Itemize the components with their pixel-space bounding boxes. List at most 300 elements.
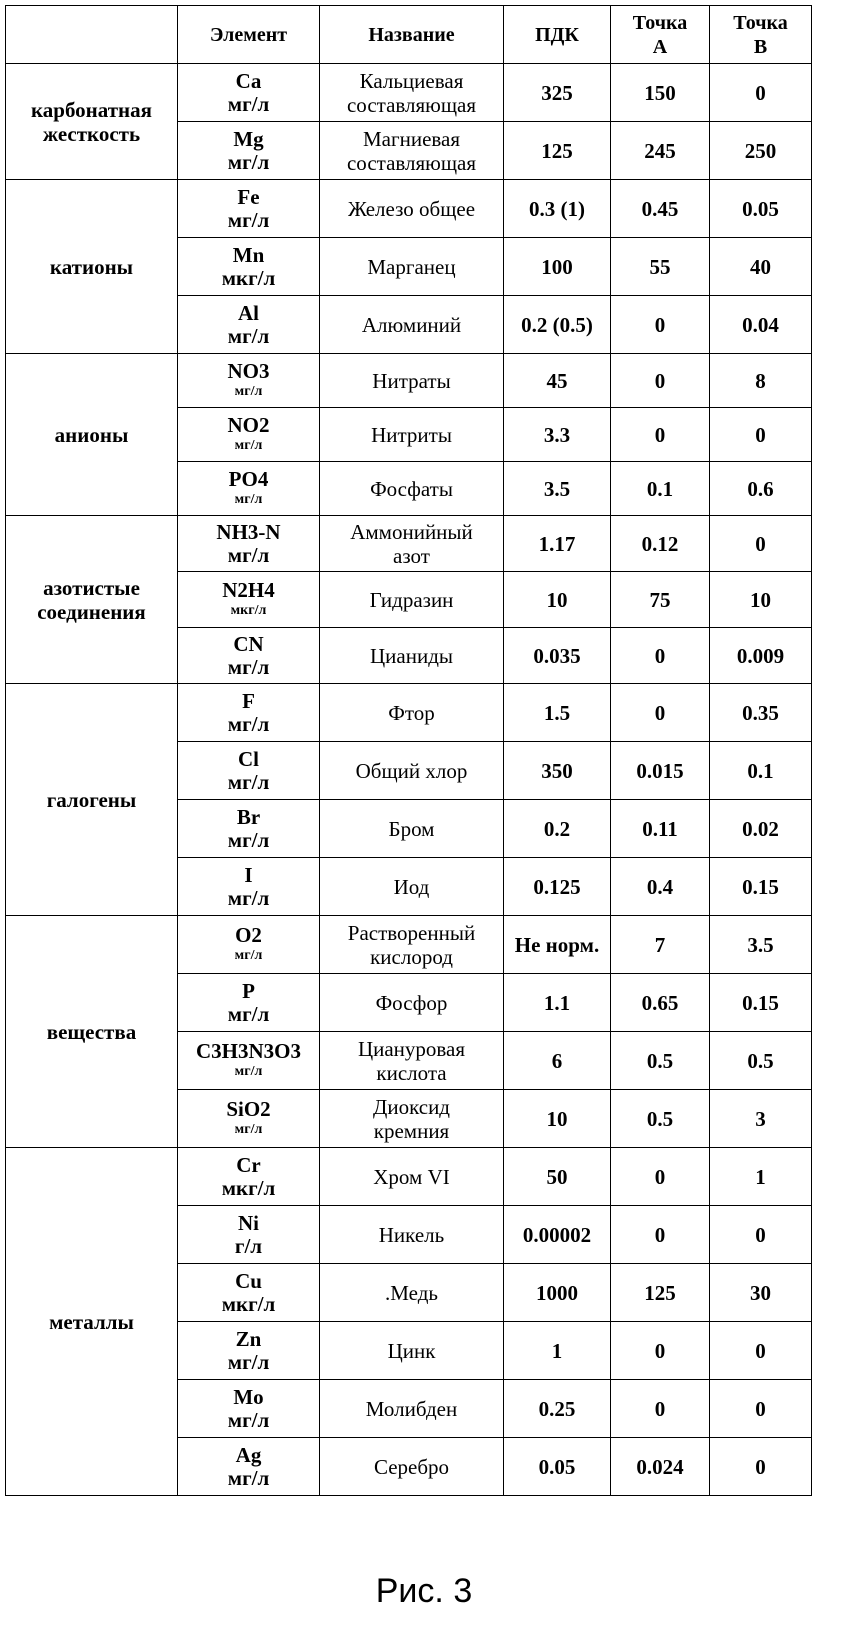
element-symbol: Ag (235, 1442, 262, 1467)
point-b-value (710, 742, 812, 800)
element-cell (178, 516, 320, 572)
point-b-value-text: 40 (750, 254, 771, 279)
point-a-value (611, 122, 710, 180)
element-symbol: Mo (233, 1384, 264, 1409)
element-cell (178, 1438, 320, 1496)
element-symbol: CN (233, 631, 264, 656)
element-symbol: Mg (233, 126, 264, 151)
substance-name (320, 1032, 504, 1090)
point-b-value-text: 0.009 (736, 643, 785, 668)
substance-name (320, 916, 504, 974)
point-b-value-text: 3.5 (747, 932, 774, 957)
element-unit: мг/л (227, 711, 270, 736)
point-a-value (611, 800, 710, 858)
point-b-value-text: 0.05 (742, 196, 779, 221)
pdk-value (504, 1322, 611, 1380)
point-a-value-text: 0 (654, 1338, 666, 1363)
element-unit: мкг/л (221, 265, 276, 290)
point-a-value-text: 0 (654, 422, 666, 447)
point-a-value (611, 572, 710, 628)
element-symbol: PO4 (228, 467, 269, 491)
point-a-value-text: 0.024 (636, 1454, 684, 1479)
element-unit: мг/л (227, 1349, 270, 1374)
substance-name-text: Нитраты (372, 368, 451, 393)
pdk-value-text: 3.3 (543, 422, 571, 447)
group-label: катионы (6, 180, 178, 354)
group-label: галогены (6, 684, 178, 916)
element-unit: мг/л (227, 207, 270, 232)
table-body (6, 64, 812, 1496)
element-unit: мг/л (234, 1122, 263, 1137)
element-symbol: P (242, 978, 255, 1003)
point-a-value (611, 1206, 710, 1264)
element-symbol: NO3 (227, 359, 270, 383)
element-cell (178, 858, 320, 916)
water-quality-table (5, 5, 812, 1496)
element-cell (178, 1148, 320, 1206)
point-a-value-text: 0.11 (642, 816, 678, 841)
element-cell (178, 408, 320, 462)
element-cell (178, 354, 320, 408)
substance-name-text: Серебро (373, 1454, 450, 1479)
group-label: азотистые соединения (6, 516, 178, 684)
element-cell (178, 1206, 320, 1264)
substance-name (320, 742, 504, 800)
element-symbol: Ca (235, 68, 262, 93)
table-row (6, 64, 812, 122)
element-symbol: F (242, 688, 255, 713)
substance-name (320, 354, 504, 408)
table-header (6, 6, 812, 64)
element-cell (178, 1032, 320, 1090)
pdk-value (504, 572, 611, 628)
substance-name (320, 408, 504, 462)
element-unit: мг/л (227, 885, 270, 910)
substance-name (320, 1264, 504, 1322)
point-a-value (611, 1090, 710, 1148)
substance-name-text: Хром VI (373, 1164, 450, 1189)
element-unit: мкг/л (221, 1291, 276, 1316)
header-name: Название (320, 6, 504, 64)
figure-caption: Рис. 3 (375, 1572, 473, 1610)
pdk-value-text: 3.5 (543, 476, 571, 501)
element-unit: мг/л (227, 542, 270, 567)
group-label: вещества (6, 916, 178, 1148)
element-unit: мг/л (234, 1064, 263, 1079)
substance-name (320, 684, 504, 742)
pdk-value-text: 0.00002 (522, 1222, 592, 1247)
pdk-value (504, 628, 611, 684)
table-row (6, 354, 812, 408)
element-symbol: C3H3N3O3 (196, 1039, 301, 1063)
point-b-value (710, 1438, 812, 1496)
pdk-value-text: 0.2 (0.5) (521, 312, 593, 337)
point-b-value-text: 0.15 (742, 874, 779, 899)
pdk-value (504, 1148, 611, 1206)
element-symbol: Br (236, 804, 261, 829)
element-unit: мг/л (227, 769, 270, 794)
point-b-value (710, 1148, 812, 1206)
point-a-value-text: 0.1 (646, 476, 674, 501)
pdk-value-text: 1.5 (543, 700, 571, 725)
element-symbol: I (244, 862, 253, 887)
substance-name (320, 974, 504, 1032)
point-b-value-text: 0 (755, 1222, 766, 1247)
point-a-value-text: 0 (654, 1396, 666, 1421)
point-a-value (611, 858, 710, 916)
point-a-value-text: 0 (654, 368, 666, 393)
point-b-value (710, 858, 812, 916)
substance-name-text: Иод (393, 874, 430, 899)
substance-name (320, 1090, 504, 1148)
point-b-value-text: 0.15 (742, 990, 779, 1015)
element-unit: мг/л (234, 948, 263, 963)
pdk-value (504, 974, 611, 1032)
element-unit: мг/л (234, 438, 263, 453)
point-b-value (710, 1380, 812, 1438)
pdk-value-text: 6 (551, 1048, 563, 1073)
header-pdk: ПДК (504, 6, 611, 64)
pdk-value-text: 0.3 (1) (529, 196, 585, 221)
point-b-value-text: 0 (755, 531, 766, 556)
element-unit: мг/л (227, 91, 270, 116)
substance-name-text: Растворенный кислород (347, 920, 476, 969)
point-a-value-text: 0 (654, 1222, 666, 1247)
pdk-value-text: 0.2 (543, 816, 571, 841)
point-a-value (611, 64, 710, 122)
pdk-value-text: 125 (541, 138, 573, 163)
point-b-value-text: 0 (755, 422, 766, 447)
substance-name (320, 516, 504, 572)
pdk-value (504, 296, 611, 354)
point-a-value-text: 0.5 (646, 1106, 674, 1131)
point-b-value-text: 0 (755, 1396, 766, 1421)
point-a-value (611, 516, 710, 572)
pdk-value-text: 1 (551, 1338, 563, 1363)
pdk-value-text: 1000 (536, 1280, 578, 1305)
element-cell (178, 628, 320, 684)
element-unit: мг/л (234, 492, 263, 507)
point-a-value-text: 0 (654, 700, 666, 725)
point-b-value (710, 974, 812, 1032)
point-b-value (710, 462, 812, 516)
pdk-value (504, 1090, 611, 1148)
element-cell (178, 296, 320, 354)
point-a-value (611, 1032, 710, 1090)
header-point-a-label: Точка А (632, 11, 688, 58)
element-cell (178, 742, 320, 800)
point-a-value-text: 0 (654, 312, 666, 337)
substance-name-text: Цинк (387, 1338, 436, 1363)
point-a-value-text: 75 (649, 587, 671, 612)
substance-name (320, 572, 504, 628)
element-unit: мг/л (227, 1465, 270, 1490)
substance-name (320, 64, 504, 122)
element-symbol: Fe (237, 184, 260, 209)
element-symbol: Ni (238, 1210, 259, 1235)
substance-name-text: Алюминий (361, 312, 462, 337)
point-a-value-text: 125 (644, 1280, 676, 1305)
substance-name-text: .Медь (385, 1280, 438, 1305)
table-row (6, 684, 812, 742)
pdk-value (504, 516, 611, 572)
pdk-value-text: 0.125 (533, 874, 581, 899)
header-element: Элемент (178, 6, 320, 64)
point-a-value-text: 0 (654, 643, 666, 668)
substance-name (320, 296, 504, 354)
substance-name-text: Аммонийный азот (350, 519, 473, 568)
pdk-value (504, 742, 611, 800)
substance-name (320, 1438, 504, 1496)
element-symbol: NH3-N (216, 519, 281, 544)
element-symbol: NO2 (227, 413, 270, 437)
element-cell (178, 462, 320, 516)
point-a-value-text: 0.4 (646, 874, 674, 899)
element-unit: г/л (234, 1233, 263, 1258)
point-a-value (611, 628, 710, 684)
point-b-value-text: 0.04 (742, 312, 779, 337)
point-b-value (710, 628, 812, 684)
substance-name-text: Магниевая составляющая (346, 126, 477, 175)
element-unit: мг/л (227, 827, 270, 852)
element-unit: мг/л (227, 1407, 270, 1432)
group-label: карбонатная жесткость (6, 64, 178, 180)
element-symbol: Zn (235, 1326, 262, 1351)
substance-name (320, 238, 504, 296)
substance-name-text: Фтор (388, 700, 435, 725)
substance-name-text: Диоксид кремния (373, 1094, 450, 1143)
element-cell (178, 64, 320, 122)
pdk-value-text: 10 (546, 1106, 568, 1131)
point-a-value (611, 684, 710, 742)
point-b-value (710, 122, 812, 180)
substance-name (320, 628, 504, 684)
pdk-value-text: 0.035 (533, 643, 581, 668)
point-a-value-text: 0.5 (646, 1048, 674, 1073)
substance-name (320, 800, 504, 858)
pdk-value (504, 1438, 611, 1496)
element-unit: мг/л (227, 1001, 270, 1026)
point-a-value (611, 408, 710, 462)
element-cell (178, 916, 320, 974)
pdk-value-text: 325 (541, 80, 573, 105)
point-a-value (611, 1380, 710, 1438)
pdk-value-text: 45 (546, 368, 568, 393)
pdk-value (504, 1264, 611, 1322)
point-a-value (611, 1148, 710, 1206)
pdk-value-text: 0.25 (538, 1396, 576, 1421)
pdk-value (504, 408, 611, 462)
point-b-value-text: 0 (755, 80, 766, 105)
figure (5, 5, 811, 1496)
pdk-value-text: 1.17 (538, 531, 576, 556)
substance-name-text: Марганец (367, 254, 456, 279)
point-b-value (710, 408, 812, 462)
pdk-value (504, 64, 611, 122)
pdk-value-text: 0.05 (538, 1454, 576, 1479)
point-b-value (710, 800, 812, 858)
point-a-value-text: 55 (649, 254, 671, 279)
pdk-value-text: 10 (546, 587, 568, 612)
point-b-value (710, 64, 812, 122)
element-symbol: SiO2 (226, 1097, 271, 1121)
point-a-value (611, 238, 710, 296)
header-point-a (611, 6, 710, 64)
point-a-value-text: 0.12 (641, 531, 679, 556)
point-b-value-text: 10 (750, 587, 771, 612)
header-point-b-label: Точка В (733, 11, 788, 58)
element-cell (178, 800, 320, 858)
table-row (6, 180, 812, 238)
substance-name-text: Молибден (365, 1396, 458, 1421)
pdk-value-text: Не норм. (514, 932, 600, 957)
point-b-value (710, 1032, 812, 1090)
element-cell (178, 1380, 320, 1438)
substance-name-text: Гидразин (369, 587, 454, 612)
element-unit: мг/л (227, 654, 270, 679)
point-a-value-text: 245 (644, 138, 676, 163)
element-cell (178, 684, 320, 742)
point-b-value (710, 180, 812, 238)
pdk-value (504, 1032, 611, 1090)
substance-name-text: Железо общее (347, 196, 476, 221)
point-b-value (710, 1264, 812, 1322)
point-b-value-text: 250 (744, 138, 777, 163)
pdk-value-text: 350 (541, 758, 573, 783)
pdk-value (504, 916, 611, 974)
point-a-value-text: 0 (654, 1164, 666, 1189)
element-unit: мг/л (227, 323, 270, 348)
element-cell (178, 1264, 320, 1322)
point-a-value (611, 462, 710, 516)
pdk-value (504, 462, 611, 516)
header-point-b (710, 6, 812, 64)
pdk-value (504, 122, 611, 180)
element-symbol: Cl (238, 746, 259, 771)
point-a-value (611, 742, 710, 800)
substance-name (320, 858, 504, 916)
element-cell (178, 1322, 320, 1380)
point-a-value (611, 1438, 710, 1496)
pdk-value (504, 684, 611, 742)
element-cell (178, 238, 320, 296)
point-a-value (611, 180, 710, 238)
point-b-value-text: 0.5 (747, 1048, 774, 1073)
point-b-value (710, 354, 812, 408)
substance-name-text: Циануровая кислота (357, 1036, 466, 1085)
pdk-value (504, 858, 611, 916)
point-b-value-text: 0.02 (742, 816, 779, 841)
element-symbol: Al (238, 300, 259, 325)
pdk-value (504, 1206, 611, 1264)
pdk-value-text: 100 (541, 254, 573, 279)
pdk-value (504, 354, 611, 408)
substance-name (320, 1206, 504, 1264)
point-b-value (710, 684, 812, 742)
element-unit: мкг/л (221, 1175, 276, 1200)
pdk-value-text: 50 (546, 1164, 568, 1189)
element-cell (178, 122, 320, 180)
pdk-value (504, 180, 611, 238)
substance-name (320, 462, 504, 516)
substance-name (320, 122, 504, 180)
pdk-value (504, 800, 611, 858)
point-b-value (710, 572, 812, 628)
group-label: анионы (6, 354, 178, 516)
point-b-value (710, 916, 812, 974)
point-a-value (611, 1322, 710, 1380)
point-b-value-text: 0 (755, 1338, 766, 1363)
pdk-value (504, 1380, 611, 1438)
point-b-value-text: 0 (755, 1454, 766, 1479)
point-b-value-text: 30 (750, 1280, 771, 1305)
point-a-value (611, 354, 710, 408)
substance-name-text: Общий хлор (355, 758, 468, 783)
element-cell (178, 180, 320, 238)
element-unit: мг/л (227, 149, 270, 174)
element-unit: мг/л (234, 384, 263, 399)
pdk-value-text: 1.1 (543, 990, 571, 1015)
group-label: металлы (6, 1148, 178, 1496)
point-a-value-text: 0.65 (641, 990, 679, 1015)
point-b-value-text: 0.6 (747, 476, 774, 501)
point-b-value (710, 1090, 812, 1148)
element-unit: мкг/л (230, 603, 267, 618)
element-symbol: Cr (236, 1152, 261, 1177)
point-b-value-text: 8 (755, 368, 766, 393)
substance-name-text: Цианиды (370, 643, 453, 668)
point-b-value (710, 1322, 812, 1380)
element-cell (178, 1090, 320, 1148)
substance-name-text: Фосфаты (370, 476, 453, 501)
substance-name-text: Никель (378, 1222, 445, 1247)
element-symbol: Mn (232, 242, 265, 267)
table-row (6, 916, 812, 974)
header-group (6, 6, 178, 64)
table-row (6, 1148, 812, 1206)
point-a-value-text: 150 (644, 80, 676, 105)
element-cell (178, 974, 320, 1032)
point-a-value (611, 296, 710, 354)
pdk-value (504, 238, 611, 296)
point-b-value-text: 3 (755, 1106, 766, 1131)
element-symbol: O2 (235, 923, 262, 947)
substance-name (320, 1148, 504, 1206)
substance-name-text: Кальциевая составляющая (346, 68, 477, 117)
point-b-value (710, 238, 812, 296)
point-a-value-text: 0.45 (641, 196, 679, 221)
substance-name (320, 1380, 504, 1438)
point-a-value (611, 916, 710, 974)
point-a-value (611, 1264, 710, 1322)
point-b-value (710, 516, 812, 572)
table-row (6, 516, 812, 572)
point-b-value-text: 0.1 (747, 758, 774, 783)
point-b-value (710, 296, 812, 354)
element-cell (178, 572, 320, 628)
point-b-value-text: 0.35 (742, 700, 779, 725)
point-a-value-text: 7 (654, 932, 666, 957)
substance-name-text: Бром (388, 816, 435, 841)
substance-name (320, 180, 504, 238)
point-b-value (710, 1206, 812, 1264)
substance-name-text: Фосфор (375, 990, 448, 1015)
element-symbol: Cu (235, 1268, 262, 1293)
substance-name-text: Нитриты (371, 422, 452, 447)
point-b-value-text: 1 (755, 1164, 766, 1189)
element-symbol: N2H4 (222, 578, 275, 602)
substance-name (320, 1322, 504, 1380)
